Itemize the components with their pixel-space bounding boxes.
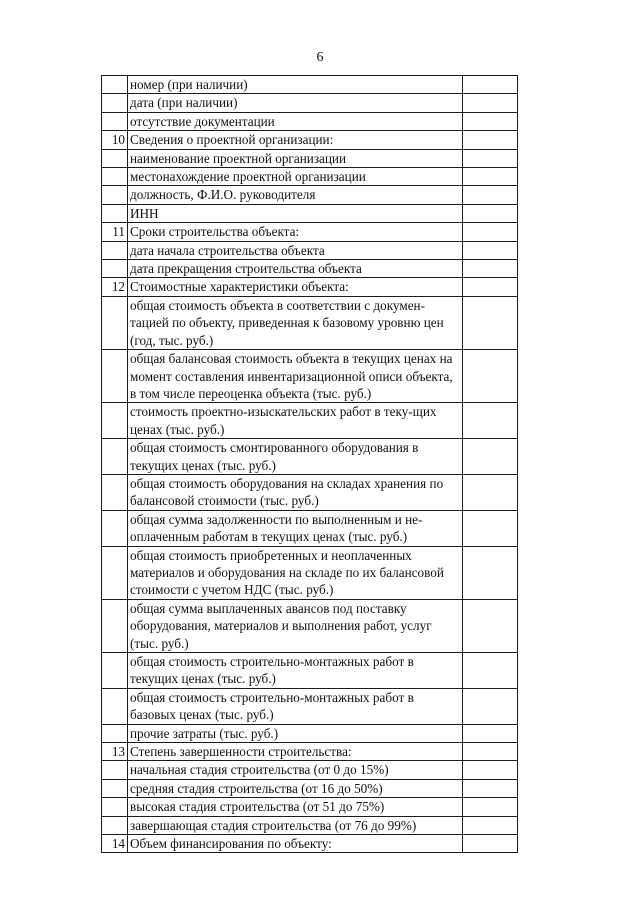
row-label: общая стоимость объекта в соответствии с докумен-тацией по объекту, приведенная к базовому уровню цен (год, тыс. руб.) <box>128 296 463 349</box>
row-value-cell[interactable] <box>463 743 518 761</box>
row-label: высокая стадия строительства (от 51 до 75%) <box>128 798 463 816</box>
table-row <box>102 204 518 222</box>
row-label: должность, Ф.И.О. руководителя <box>128 186 463 204</box>
row-number <box>102 510 128 546</box>
row-number <box>102 688 128 724</box>
row-value-cell[interactable] <box>463 724 518 742</box>
row-number <box>102 779 128 797</box>
row-number: 12 <box>102 278 128 296</box>
row-value-cell[interactable] <box>463 653 518 689</box>
row-value-cell[interactable] <box>463 688 518 724</box>
row-number <box>102 653 128 689</box>
table-row <box>102 149 518 167</box>
row-label: начальная стадия строительства (от 0 до 15%) <box>128 761 463 779</box>
row-value-cell[interactable] <box>463 76 518 94</box>
row-number: 13 <box>102 743 128 761</box>
row-value-cell[interactable] <box>463 546 518 599</box>
table-row <box>102 112 518 130</box>
row-label: дата прекращения строительства объекта <box>128 260 463 278</box>
row-value-cell[interactable] <box>463 149 518 167</box>
row-value-cell[interactable] <box>463 112 518 130</box>
table-row <box>102 743 518 761</box>
table-row <box>102 761 518 779</box>
row-value-cell[interactable] <box>463 131 518 149</box>
row-value-cell[interactable] <box>463 816 518 834</box>
table-row <box>102 724 518 742</box>
row-number <box>102 186 128 204</box>
row-label: завершающая стадия строительства (от 76 до 99%) <box>128 816 463 834</box>
row-value-cell[interactable] <box>463 761 518 779</box>
row-value-cell[interactable] <box>463 260 518 278</box>
row-label: дата (при наличии) <box>128 94 463 112</box>
row-label: наименование проектной организации <box>128 149 463 167</box>
row-value-cell[interactable] <box>463 186 518 204</box>
row-number <box>102 403 128 439</box>
row-value-cell[interactable] <box>463 296 518 349</box>
table-row <box>102 798 518 816</box>
row-label: отсутствие документации <box>128 112 463 130</box>
row-number: 10 <box>102 131 128 149</box>
row-value-cell[interactable] <box>463 94 518 112</box>
row-value-cell[interactable] <box>463 474 518 510</box>
row-value-cell[interactable] <box>463 599 518 652</box>
row-number <box>102 296 128 349</box>
row-label: общая сумма выплаченных авансов под поставку оборудования, материалов и выполнения работ, услуг (тыс. руб.) <box>128 599 463 652</box>
row-value-cell[interactable] <box>463 403 518 439</box>
table-row <box>102 653 518 689</box>
table-row <box>102 474 518 510</box>
row-label: дата начала строительства объекта <box>128 241 463 259</box>
table-row <box>102 546 518 599</box>
table-row <box>102 278 518 296</box>
row-number <box>102 599 128 652</box>
row-value-cell[interactable] <box>463 439 518 475</box>
row-number <box>102 112 128 130</box>
table-row <box>102 76 518 94</box>
row-number <box>102 474 128 510</box>
row-number: 14 <box>102 835 128 853</box>
row-value-cell[interactable] <box>463 798 518 816</box>
row-label: общая сумма задолженности по выполненным и не-оплаченным работам в текущих ценах (тыс. руб.) <box>128 510 463 546</box>
table-row <box>102 131 518 149</box>
row-label: Стоимостные характеристики объекта: <box>128 278 463 296</box>
row-value-cell[interactable] <box>463 278 518 296</box>
table-row <box>102 439 518 475</box>
row-value-cell[interactable] <box>463 835 518 853</box>
table-row <box>102 94 518 112</box>
row-number <box>102 76 128 94</box>
row-label: общая стоимость строительно-монтажных работ в базовых ценах (тыс. руб.) <box>128 688 463 724</box>
row-value-cell[interactable] <box>463 223 518 241</box>
row-label: местонахождение проектной организации <box>128 168 463 186</box>
row-label: номер (при наличии) <box>128 76 463 94</box>
row-label: общая стоимость смонтированного оборудования в текущих ценах (тыс. руб.) <box>128 439 463 475</box>
table-row <box>102 816 518 834</box>
table-row <box>102 296 518 349</box>
row-number <box>102 816 128 834</box>
table-row <box>102 835 518 853</box>
row-label: общая балансовая стоимость объекта в текущих ценах на момент составления инвентаризационной описи объекта, в том числе переоценка объекта (тыс. руб.) <box>128 350 463 403</box>
row-value-cell[interactable] <box>463 510 518 546</box>
row-label: Степень завершенности строительства: <box>128 743 463 761</box>
row-number <box>102 761 128 779</box>
row-value-cell[interactable] <box>463 350 518 403</box>
row-label: общая стоимость приобретенных и неоплаченных материалов и оборудования на складе по их балансовой стоимости с учетом НДС (тыс. руб.) <box>128 546 463 599</box>
row-number <box>102 241 128 259</box>
table-row <box>102 599 518 652</box>
row-number <box>102 724 128 742</box>
table-row <box>102 779 518 797</box>
row-number <box>102 350 128 403</box>
table-row <box>102 223 518 241</box>
page-number: 6 <box>316 50 324 65</box>
row-number <box>102 204 128 222</box>
row-value-cell[interactable] <box>463 168 518 186</box>
row-value-cell[interactable] <box>463 241 518 259</box>
form-table <box>101 75 518 853</box>
row-label: общая стоимость строительно-монтажных работ в текущих ценах (тыс. руб.) <box>128 653 463 689</box>
row-number <box>102 94 128 112</box>
row-number: 11 <box>102 223 128 241</box>
row-label: общая стоимость оборудования на складах хранения по балансовой стоимости (тыс. руб.) <box>128 474 463 510</box>
table-row <box>102 403 518 439</box>
table-row <box>102 260 518 278</box>
row-label: прочие затраты (тыс. руб.) <box>128 724 463 742</box>
row-label: средняя стадия строительства (от 16 до 50%) <box>128 779 463 797</box>
row-label: Объем финансирования по объекту: <box>128 835 463 853</box>
table-row <box>102 510 518 546</box>
row-number <box>102 149 128 167</box>
table-row <box>102 186 518 204</box>
row-number <box>102 546 128 599</box>
row-number <box>102 168 128 186</box>
row-label: стоимость проектно-изыскательских работ в теку-щих ценах (тыс. руб.) <box>128 403 463 439</box>
row-label: ИНН <box>128 204 463 222</box>
table-row <box>102 688 518 724</box>
row-number <box>102 439 128 475</box>
row-number <box>102 260 128 278</box>
table-row <box>102 350 518 403</box>
row-number <box>102 798 128 816</box>
row-label: Сроки строительства объекта: <box>128 223 463 241</box>
row-label: Сведения о проектной организации: <box>128 131 463 149</box>
row-value-cell[interactable] <box>463 204 518 222</box>
table-row <box>102 168 518 186</box>
table-row <box>102 241 518 259</box>
row-value-cell[interactable] <box>463 779 518 797</box>
